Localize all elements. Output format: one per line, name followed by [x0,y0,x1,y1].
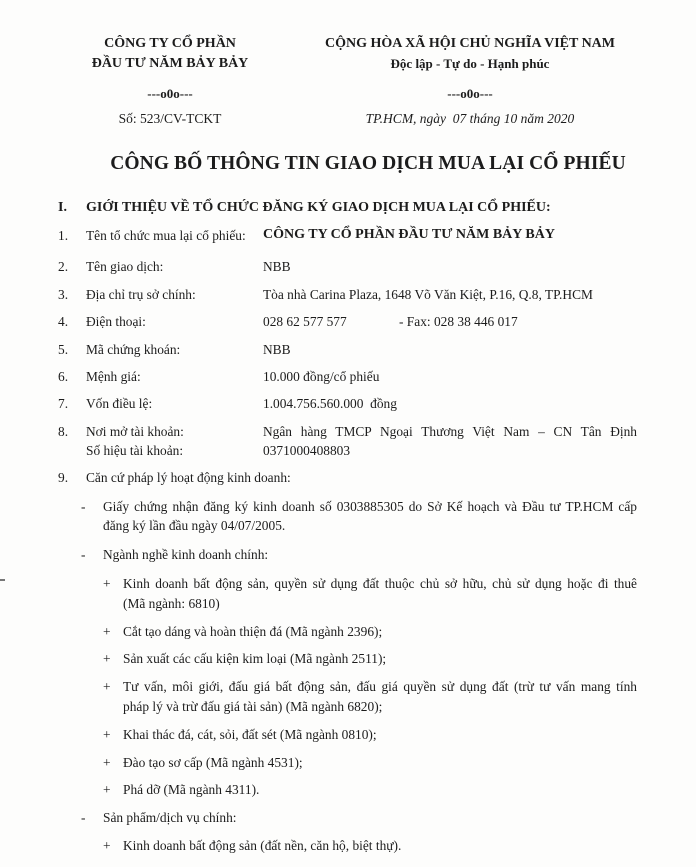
national-motto: Độc lập - Tự do - Hạnh phúc [390,56,550,71]
item-value-trade-name: NBB [263,259,291,274]
license-line1: Giấy chứng nhận đăng ký kinh doanh số 0303885305 do Sở Kế hoạch và Đầu tư TP.HCM cấp [103,499,637,514]
item-label-legal-basis: Căn cứ pháp lý hoạt động kinh doanh: [86,470,291,485]
business-item-line1: Tư vấn, môi giới, đấu giá bất động sản, đấu giá quyền sử dụng đất (trừ tư vấn mang tính [123,679,637,694]
bullet-plus: + [103,624,111,639]
item-number: 3. [58,287,69,302]
scan-mark [0,579,5,581]
item-number: 7. [58,396,69,411]
item-value-phone: 028 62 577 577 [263,314,347,329]
item-value-charter-capital: 1.004.756.560.000 đồng [263,396,397,411]
item-value-par-value: 10.000 đồng/cổ phiếu [263,369,380,384]
bullet-plus: + [103,755,111,770]
business-item-line2: (Mã ngành: 6810) [123,596,220,611]
item-label-bank: Nơi mở tài khoản: [86,424,184,439]
bullet-plus: + [103,782,111,797]
business-item: Đào tạo sơ cấp (Mã ngành 4531); [123,755,303,770]
section-heading: GIỚI THIỆU VỀ TỔ CHỨC ĐĂNG KÝ GIAO DỊCH MUA LẠI CỔ PHIẾU: [86,200,551,215]
business-item-line2: pháp lý và trừ đấu giá tài sản) (Mã ngành 6820); [123,699,383,714]
item-value-address: Tòa nhà Carina Plaza, 1648 Võ Văn Kiệt, P.16, Q.8, TP.HCM [263,287,593,302]
item-label-trade-name: Tên giao dịch: [86,259,164,274]
item-label-par-value: Mệnh giá: [86,369,141,384]
item-label-stock-code: Mã chứng khoán: [86,342,181,357]
business-item: Cắt tạo dáng và hoàn thiện đá (Mã ngành 2396); [123,624,383,639]
item-value-stock-code: NBB [263,342,291,357]
item-number: 8. [58,424,69,439]
nation-title: CỘNG HÒA XÃ HỘI CHỦ NGHĨA VIỆT NAM [324,36,615,51]
item-value-account-number: 0371000408803 [263,443,351,458]
item-label-charter-capital: Vốn điều lệ: [86,396,153,411]
company-name-line1: CÔNG TY CỔ PHẦN [104,36,236,51]
left-separator: ---o0o--- [147,86,193,101]
products-heading: Sản phẩm/dịch vụ chính: [103,810,237,825]
item-number: 2. [58,259,69,274]
section-number: I. [58,200,67,215]
item-label-phone: Điện thoại: [86,314,146,329]
item-number: 5. [58,342,69,357]
item-label-organization: Tên tổ chức mua lại cổ phiếu: [86,228,246,243]
bullet-dash: - [81,547,86,562]
business-item: Phá dỡ (Mã ngành 4311). [123,782,260,797]
license-line2: đăng ký lần đầu ngày 04/07/2005. [103,518,286,533]
business-item-line1: Kinh doanh bất động sản, quyền sử dụng đất thuộc chủ sở hữu, chủ sử dụng hoặc đi thuê [123,576,637,591]
business-item: Sản xuất các cấu kiện kim loại (Mã ngành 2511); [123,651,387,666]
item-number: 9. [58,470,69,485]
item-number: 6. [58,369,69,384]
right-separator: ---o0o--- [447,86,493,101]
main-business-heading: Ngành nghề kinh doanh chính: [103,547,269,562]
document-title: CÔNG BỐ THÔNG TIN GIAO DỊCH MUA LẠI CỔ PHIẾU [110,153,626,174]
item-value-organization: CÔNG TY CỔ PHẦN ĐẦU TƯ NĂM BẢY BẢY [263,227,555,242]
bullet-dash: - [81,810,86,825]
item-label-account-number: Số hiệu tài khoản: [86,443,184,458]
company-name-line2: ĐẦU TƯ NĂM BẢY BẢY [91,56,249,71]
bullet-plus: + [103,651,111,666]
item-number: 4. [58,314,69,329]
item-value-fax: - Fax: 028 38 446 017 [399,314,518,329]
bullet-plus: + [103,576,111,591]
bullet-dash: - [81,499,86,514]
document-number: Số: 523/CV-TCKT [118,111,222,126]
item-number: 1. [58,228,69,243]
bullet-plus: + [103,727,111,742]
place-date: TP.HCM, ngày 07 tháng 10 năm 2020 [365,111,575,126]
bullet-plus: + [103,838,111,853]
item-label-address: Địa chỉ trụ sở chính: [86,287,196,302]
bullet-plus: + [103,679,111,694]
business-item: Khai thác đá, cát, sỏi, đất sét (Mã ngành 0810); [123,727,377,742]
item-value-bank: Ngân hàng TMCP Ngoại Thương Việt Nam – CN Tân Định [263,424,637,439]
product-item: Kinh doanh bất động sản (đất nền, căn hộ, biệt thự). [123,838,402,853]
